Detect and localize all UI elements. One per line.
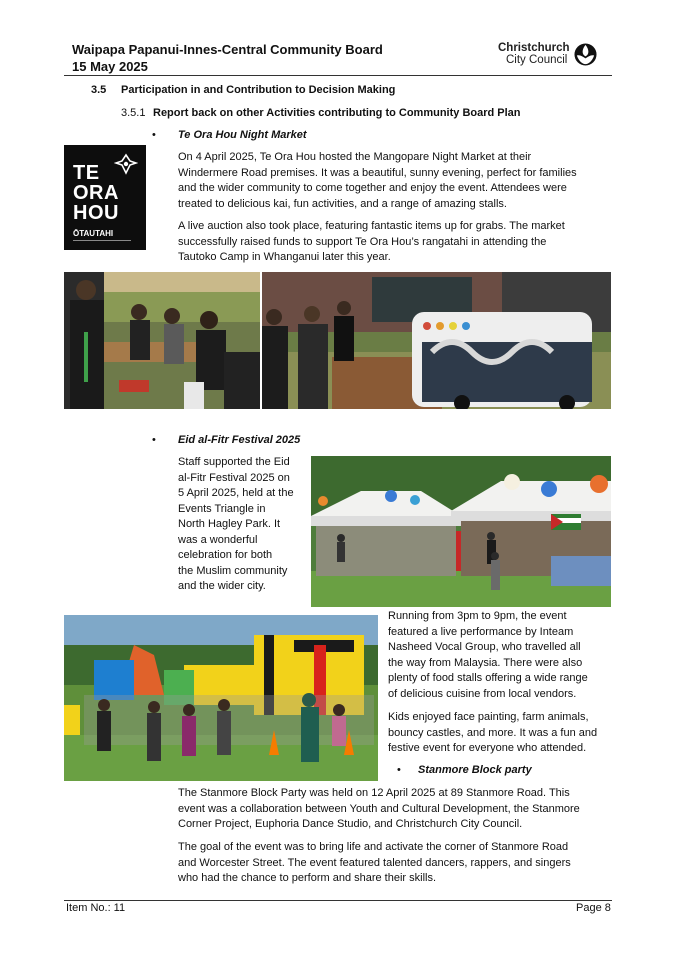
item-title-stanmore: Stanmore Block party [418,764,532,776]
eid-paragraph-1: Staff supported the Eid al-Fitr Festival 2025 on 5 April 2025, held at the Events Triangle in North Hagley Park. It was a wonderful celebration for both the Muslim community and the wider city. [178,456,294,592]
night-market-photo-crowd [64,272,260,409]
logo-word-ora: ORA [73,182,119,204]
stanmore-paragraph-2: The goal of the event was to bring life and activate the corner of Stanmore Road and Worcester Street. The event featured talented dancers, rappers, and singers who had the chance to perform and share their skills. [178,841,571,884]
eid-paragraph-2: Running from 3pm to 9pm, the event featured a live performance by Inteam Nasheed Vocal Group, who travelled all the way from Malaysia. There were also plenty of food stalls offering a wide range of delicious cuisine from local vendors. [388,610,588,700]
document-header [72,41,383,75]
item-title-te-ora-hou: Te Ora Hou Night Market [178,129,307,141]
subsection-number: 3.5.1 [121,107,146,119]
eid-festival-tents-photo [311,456,611,607]
christchurch-city-council-logo [498,42,602,68]
footer-item-number: Item No.: 11 [66,902,126,914]
bullet: • [397,764,401,776]
meeting-date: 15 May 2025 [72,59,148,74]
footer-page-number: Page 8 [576,902,611,914]
subsection-title: Report back on other Activities contributing to Community Board Plan [153,107,521,119]
item-title-eid-festival: Eid al-Fitr Festival 2025 [178,434,301,446]
footer-rule [64,900,612,901]
council-emblem-icon [574,43,597,66]
te-ora-hou-paragraph-2: A live auction also took place, featuring fantastic items up for grabs. The market successfully raised funds to support Te Ora Hou’s rangatahi in attending the Tautoko Camp in Whanganui later this year. [178,220,565,263]
logo-word-te: TE [73,162,100,184]
te-ora-hou-logo [64,145,146,250]
logo-signature-line [73,240,131,241]
eid-paragraph-3: Kids enjoyed face painting, farm animals, bouncy castles, and more. It was a fun and festive event for everyone who attended. [388,711,598,754]
section-title: Participation in and Contribution to Decision Making [121,84,396,96]
logo-word-hou: HOU [73,202,119,224]
logo-text-line1: Christchurch [498,42,570,54]
koru-emblem-icon [114,153,138,175]
bullet: • [152,434,156,446]
night-market-photo-truck [262,272,611,409]
stanmore-paragraph-1: The Stanmore Block Party was held on 12 April 2025 at 89 Stanmore Road. This event was a collaboration between Youth and Cultural Development, the Stanmore Corner Project, Euphoria Dance Studio, and Christchurch City Council. [178,787,580,830]
header-rule [64,75,612,76]
logo-text-line2: City Council [506,54,568,66]
section-number: 3.5 [91,84,107,96]
bullet: • [152,129,156,141]
logo-caption: ŌTAUTAHI [73,229,114,238]
te-ora-hou-paragraph-1: On 4 April 2025, Te Ora Hou hosted the Mangopare Night Market at their Windermere Road premises. It was a beautiful, sunny evening, perfect for families and the wider community to come together and enjoy the event. Attendees were treated to delicious kai, fun activities, and a range of amazing stalls. [178,151,577,210]
board-name: Waipapa Papanui-Innes-Central Community Board [72,42,383,57]
eid-festival-bouncy-castle-photo [64,615,378,781]
